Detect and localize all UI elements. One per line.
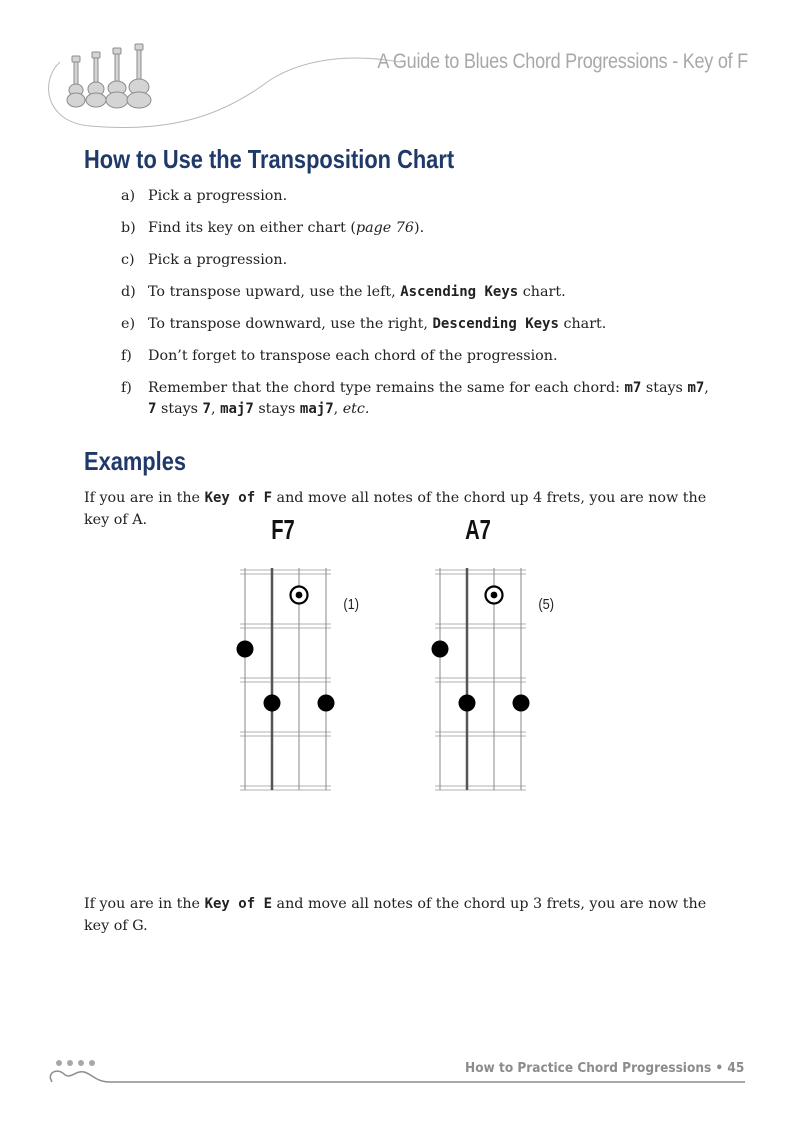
step-marker: f) xyxy=(121,380,132,396)
step-text: , xyxy=(333,401,343,417)
chord-type: 7 xyxy=(202,401,211,417)
fret-label-a7: (5) xyxy=(538,596,554,613)
step-item xyxy=(121,282,721,303)
key-name: Key of F xyxy=(204,490,273,506)
step-text: Pick a progression. xyxy=(148,252,288,268)
chord-type: maj7 xyxy=(299,401,334,417)
paragraph-text: If you are in the xyxy=(84,490,205,506)
note-dot xyxy=(459,695,476,712)
header-title: A Guide to Blues Chord Progressions - Key of F xyxy=(377,50,748,73)
transposition-steps-list xyxy=(121,186,721,431)
header-swoosh-art xyxy=(0,0,420,140)
step-text: , xyxy=(210,401,221,417)
step-marker: d) xyxy=(121,284,136,300)
chord-name-f7: F7 xyxy=(271,514,295,545)
example-paragraph-2 xyxy=(84,893,710,937)
chord-type: m7 xyxy=(624,380,642,396)
footer-page-info: How to Practice Chord Progressions • 45 xyxy=(464,1060,744,1076)
step-text: stays xyxy=(253,401,300,417)
step-marker: e) xyxy=(121,316,136,332)
chart-name-ascending: Ascending Keys xyxy=(400,284,519,300)
step-marker: f) xyxy=(121,348,132,364)
step-text: chart. xyxy=(518,284,566,300)
step-text: Pick a progression. xyxy=(148,188,288,204)
note-dot xyxy=(318,695,335,712)
paragraph-text: and move all notes of the chord up 3 frets, you are now the key of G. xyxy=(84,896,707,934)
step-text: Don’t forget to transpose each chord of the progression. xyxy=(148,348,558,364)
chord-name-a7: A7 xyxy=(465,514,491,545)
step-text: stays xyxy=(156,401,203,417)
step-text: chart. xyxy=(558,316,607,332)
step-text: Remember that the chord type remains the same for each chord: xyxy=(148,380,625,396)
key-name: Key of E xyxy=(204,896,273,912)
step-marker: c) xyxy=(121,252,135,268)
step-marker: b) xyxy=(121,220,136,236)
step-text: To transpose upward, use the left, xyxy=(148,284,401,300)
chord-diagram-a7 xyxy=(425,560,535,800)
note-dot xyxy=(432,641,449,658)
step-item xyxy=(121,314,721,335)
step-item xyxy=(121,186,721,207)
step-text: To transpose downward, use the right, xyxy=(148,316,433,332)
paragraph-text: If you are in the xyxy=(84,896,205,912)
chord-diagram-f7 xyxy=(230,560,340,800)
root-note-center xyxy=(296,592,303,599)
step-text: , xyxy=(704,380,709,396)
step-text: Find its key on either chart ( xyxy=(148,220,356,236)
example-paragraph-1 xyxy=(84,487,710,531)
section-title-transposition: How to Use the Transposition Chart xyxy=(84,144,455,174)
fret-label-f7: (1) xyxy=(343,596,359,613)
note-dot xyxy=(264,695,281,712)
step-marker: a) xyxy=(121,188,136,204)
paragraph-text: and move all notes of the chord up 4 frets, you are now the key of A. xyxy=(84,490,707,528)
ukulele-family-icon xyxy=(67,44,151,108)
step-item xyxy=(121,346,721,367)
section-title-examples: Examples xyxy=(84,446,186,476)
step-text: stays xyxy=(641,380,688,396)
chord-type: m7 xyxy=(687,380,705,396)
etc-text: etc. xyxy=(342,401,370,417)
root-note-center xyxy=(491,592,498,599)
chord-type: maj7 xyxy=(220,401,254,417)
chart-name-descending: Descending Keys xyxy=(432,316,559,332)
note-dot xyxy=(237,641,254,658)
step-item xyxy=(121,250,721,271)
chord-type: 7 xyxy=(148,401,157,417)
step-item xyxy=(121,378,721,420)
page-reference: page 76 xyxy=(355,220,414,236)
step-item xyxy=(121,218,721,239)
note-dot xyxy=(513,695,530,712)
step-text: ). xyxy=(414,220,425,236)
